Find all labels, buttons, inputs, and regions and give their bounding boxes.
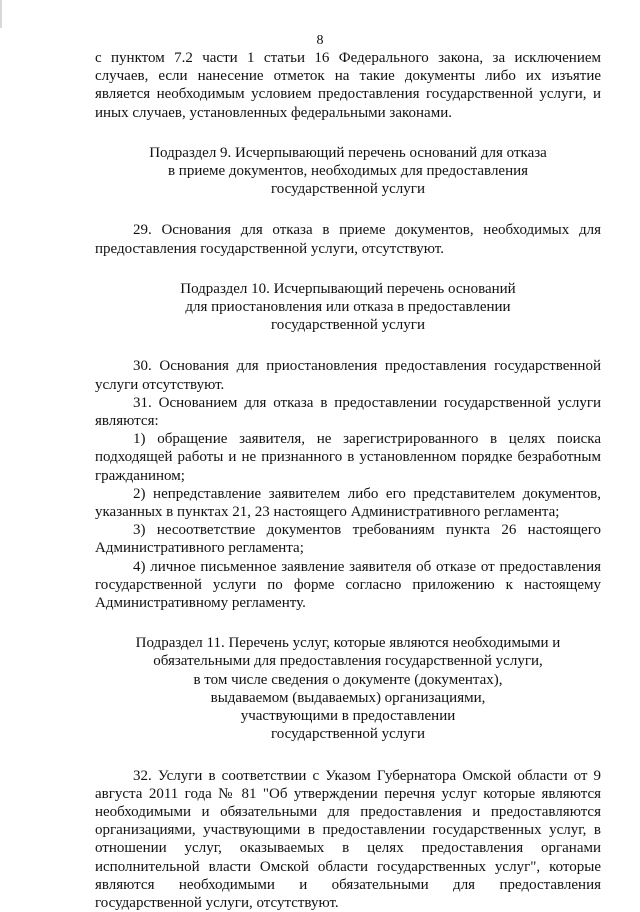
subsection-11-line: обязательными для предоставления государственной услуги,: [95, 652, 601, 670]
scan-edge-mark: [0, 0, 2, 28]
paragraph-31-item-4: 4) личное письменное заявление заявителя об отказе от предоставления государственной услуги по форме согласно приложению к настоящему Административному регламенту.: [95, 558, 601, 613]
subsection-9-heading: [95, 144, 601, 199]
subsection-11-line: в том числе сведения о документе (документах),: [95, 671, 601, 689]
subsection-9-line: в приеме документов, необходимых для предоставления: [95, 162, 601, 180]
subsection-10-line: для приостановления или отказа в предоставлении: [95, 298, 601, 316]
subsection-11-line: государственной услуги: [95, 725, 601, 743]
paragraph-32: 32. Услуги в соответствии с Указом Губернатора Омской области от 9 августа 2011 года № 81 "Об утверждении перечня услуг которые являются необходимыми и обязательными для предоставления и предоставляются организациями, участвующими в предоставлении государственных услуг, в отношении услуг, оказываемых в целях предоставления органами исполнительной власти Омской области государственных услуг", которые являются необходимыми и обязательными для предоставления государственной услуги, отсутствуют.: [95, 767, 601, 912]
paragraph-31-item-2: 2) непредставление заявителем либо его представителем документов, указанных в пунктах 21, 23 настоящего Административного регламента;: [95, 485, 601, 521]
subsection-11-heading: [95, 634, 601, 743]
subsection-11-line: выдаваемом (выдаваемых) организациями,: [95, 689, 601, 707]
subsection-9-line: государственной услуги: [95, 180, 601, 198]
subsection-10-line: Подраздел 10. Исчерпывающий перечень оснований: [95, 280, 601, 298]
subsection-10-heading: [95, 280, 601, 335]
page-number: 8: [0, 32, 640, 50]
paragraph-30: 30. Основания для приостановления предоставления государственной услуги отсутствуют.: [95, 357, 601, 393]
subsection-9-line: Подраздел 9. Исчерпывающий перечень оснований для отказа: [95, 144, 601, 162]
paragraph-29: 29. Основания для отказа в приеме документов, необходимых для предоставления государственной услуги, отсутствуют.: [95, 221, 601, 257]
paragraph-31-item-1: 1) обращение заявителя, не зарегистрированного в целях поиска подходящей работы и не признанного в установленном порядке безработным гражданином;: [95, 430, 601, 485]
paragraph-31-item-3: 3) несоответствие документов требованиям пункта 26 настоящего Административного регламента;: [95, 521, 601, 557]
subsection-11-line: участвующими в предоставлении: [95, 707, 601, 725]
paragraph-31-intro: 31. Основанием для отказа в предоставлении государственной услуги являются:: [95, 394, 601, 430]
subsection-10-line: государственной услуги: [95, 316, 601, 334]
document-body: [95, 49, 601, 912]
intro-paragraph: с пунктом 7.2 части 1 статьи 16 Федерального закона, за исключением случаев, если нанесение отметок на такие документы либо их изъятие является необходимым условием предоставления государственной услуги, и иных случаев, установленных федеральными законами.: [95, 49, 601, 122]
subsection-11-line: Подраздел 11. Перечень услуг, которые являются необходимыми и: [95, 634, 601, 652]
